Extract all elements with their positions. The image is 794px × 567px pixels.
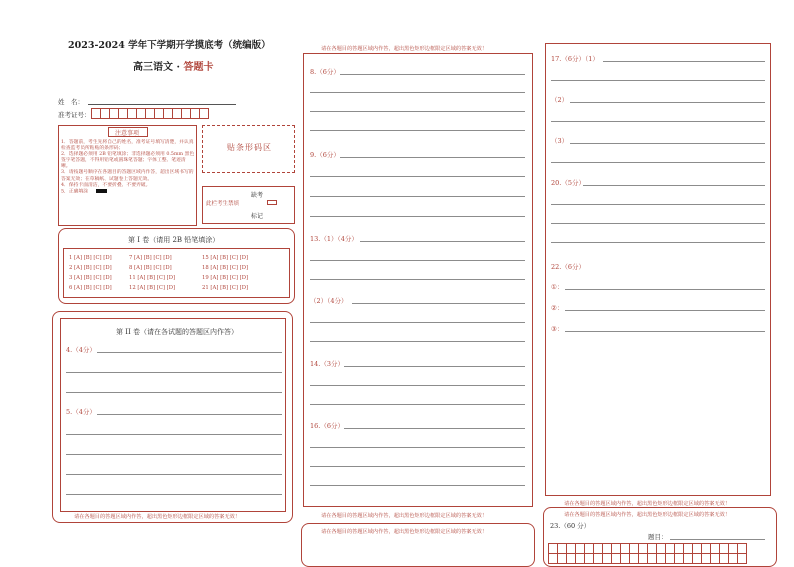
boundary-warning: 请在各题目的答题区域内作答，超出黑色矩形边框限定区域的答案无效！ [564, 512, 731, 518]
exam-number-grid[interactable] [91, 108, 209, 119]
answer-line[interactable] [551, 242, 765, 243]
answer-line[interactable] [565, 310, 765, 311]
answer-line[interactable] [97, 352, 282, 353]
answer-line[interactable] [310, 404, 525, 405]
notes-item-4: 4．保持卡面清洁，不要折叠、不要弄破。 [61, 182, 151, 188]
answer-line[interactable] [66, 494, 282, 495]
choice-item[interactable]: 15 [A] [B] [C] [D] [202, 255, 249, 261]
question-22-part-2: ②： [551, 304, 564, 312]
notes-item-3: 3．请按题号顺序在各题目的答题区域内作答，超出区域书写的答案无效；在草稿纸、试题卷上答题无效。 [61, 170, 194, 182]
question-20-label: 20.（5分） [551, 179, 585, 187]
answer-line[interactable] [570, 102, 765, 103]
question-16-label: 16.（6分） [310, 422, 344, 430]
answer-line[interactable] [97, 414, 282, 415]
answer-line[interactable] [310, 385, 525, 386]
question-4-label: 4.（4分） [66, 346, 96, 354]
choice-item[interactable]: 12 [A] [B] [C] [D] [129, 285, 176, 291]
answer-line[interactable] [565, 289, 765, 290]
boundary-warning: 请在各题目的答题区域内作答，超出黑色矩形边框限定区域的答案无效！ [321, 529, 488, 535]
choice-item[interactable]: 1 [A] [B] [C] [D] [69, 255, 112, 261]
question-17-label: 17.（6分）（1） [551, 55, 599, 63]
question-22-label: 22.（6分） [551, 263, 585, 271]
answer-line[interactable] [310, 322, 525, 323]
absent-label: 此栏考生禁填 [206, 201, 240, 207]
answer-line[interactable] [344, 366, 525, 367]
question-13-2-label: （2）（4分） [310, 297, 348, 305]
answer-line[interactable] [551, 223, 765, 224]
question-9-label: 9.（6分） [310, 151, 340, 159]
subject-title [133, 58, 213, 73]
answer-line[interactable] [310, 279, 525, 280]
answer-line[interactable] [310, 485, 525, 486]
answer-card-label: 答题卡 [183, 62, 214, 73]
answer-line[interactable] [66, 392, 282, 393]
answer-line[interactable] [344, 428, 525, 429]
question-23-label: 23.（60 分） [550, 522, 591, 530]
barcode-label: 贴条形码区 [227, 143, 272, 152]
exam-number-label: 准考证号： [58, 111, 91, 119]
answer-line[interactable] [551, 204, 765, 205]
answer-line[interactable] [340, 157, 525, 158]
notes-item-1: 1．答题前，考生先将自己的姓名，准考证号填写清楚，并认真检查监考员所粘贴的条形码； [61, 140, 194, 152]
name-label: 姓 名： [58, 98, 84, 106]
answer-line[interactable] [66, 434, 282, 435]
answer-line[interactable] [310, 111, 525, 112]
question-17-2-label: （2） [551, 96, 569, 104]
absent-bubble[interactable] [267, 200, 277, 205]
subject-name: 高三语文 · [133, 62, 184, 73]
boundary-warning: 请在各题目的答题区域内作答，超出黑色矩形边框限定区域的答案无效！ [321, 46, 488, 52]
answer-line[interactable] [551, 121, 765, 122]
notes-title: 注意事项 [115, 130, 140, 137]
notes-item-5 [61, 189, 195, 196]
answer-line[interactable] [310, 466, 525, 467]
absent-mark-1: 缺考 [251, 192, 264, 199]
choice-item[interactable]: 19 [A] [B] [C] [D] [202, 275, 249, 281]
answer-line[interactable] [583, 185, 765, 186]
answer-line[interactable] [310, 176, 525, 177]
answer-line[interactable] [565, 331, 765, 332]
answer-line[interactable] [603, 61, 765, 62]
question-5-label: 5.（4分） [66, 408, 96, 416]
question-14-label: 14.（3分） [310, 360, 344, 368]
choice-item[interactable]: 3 [A] [B] [C] [D] [69, 275, 112, 281]
boundary-warning: 请在各题目的答题区域内作答，超出黑色矩形边框限定区域的答案无效！ [74, 514, 241, 520]
choice-item[interactable]: 2 [A] [B] [C] [D] [69, 265, 112, 271]
question-17-3-label: （3） [551, 137, 569, 145]
answer-line[interactable] [310, 341, 525, 342]
answer-line[interactable] [66, 474, 282, 475]
question-8-label: 8.（6分） [310, 68, 340, 76]
answer-line[interactable] [551, 162, 765, 163]
notes-item-2: 2．选择题必须用 2B 铅笔填涂；非选择题必须用 0.5mm 黑色签字笔答题，不得用铅笔或圆珠笔答题；字体工整、笔迹清晰。 [61, 152, 195, 170]
answer-line[interactable] [310, 447, 525, 448]
answer-line[interactable] [340, 74, 525, 75]
filled-bubble-icon [96, 189, 107, 193]
boundary-warning: 请在各题目的答题区域内作答，超出黑色矩形边框限定区域的答案无效！ [321, 513, 488, 519]
essay-topic-line[interactable] [670, 539, 765, 540]
answer-line[interactable] [310, 260, 525, 261]
choice-item[interactable]: 7 [A] [B] [C] [D] [129, 255, 172, 261]
answer-line[interactable] [310, 92, 525, 93]
name-field[interactable] [88, 104, 236, 105]
part2-title: 第 II 卷（请在各试题的答题区内作答） [116, 328, 238, 336]
notes-list [61, 140, 195, 195]
answer-line[interactable] [310, 130, 525, 131]
answer-line[interactable] [352, 303, 525, 304]
essay-topic-label: 题目： [648, 533, 668, 541]
answer-line[interactable] [310, 196, 525, 197]
answer-line[interactable] [66, 372, 282, 373]
choice-item[interactable]: 21 [A] [B] [C] [D] [202, 285, 249, 291]
answer-line[interactable] [66, 454, 282, 455]
absent-mark-2: 标记 [251, 213, 264, 220]
choice-item[interactable]: 8 [A] [B] [C] [D] [129, 265, 172, 271]
answer-line[interactable] [551, 80, 765, 81]
essay-grid[interactable] [548, 543, 747, 564]
answer-line[interactable] [310, 216, 525, 217]
middle-answer-box [303, 53, 533, 507]
question-22-part-3: ③： [551, 325, 564, 333]
exam-title: 2023-2024 学年下学期开学摸底考（统编版） [68, 40, 271, 51]
choice-item[interactable]: 11 [A] [B] [C] [D] [129, 275, 176, 281]
choice-item[interactable]: 6 [A] [B] [C] [D] [69, 285, 112, 291]
answer-line[interactable] [570, 143, 765, 144]
correct-fill-label: 5．正确填涂 [61, 189, 89, 195]
answer-line[interactable] [360, 241, 525, 242]
question-22-part-1: ①： [551, 283, 564, 291]
boundary-warning: 请在各题目的答题区域内作答，超出黑色矩形边框限定区域的答案无效！ [564, 501, 731, 507]
part1-title: 第 I 卷（请用 2B 铅笔填涂） [128, 236, 220, 244]
question-13-1-label: 13.（1）（4分） [310, 235, 358, 243]
choice-item[interactable]: 18 [A] [B] [C] [D] [202, 265, 249, 271]
